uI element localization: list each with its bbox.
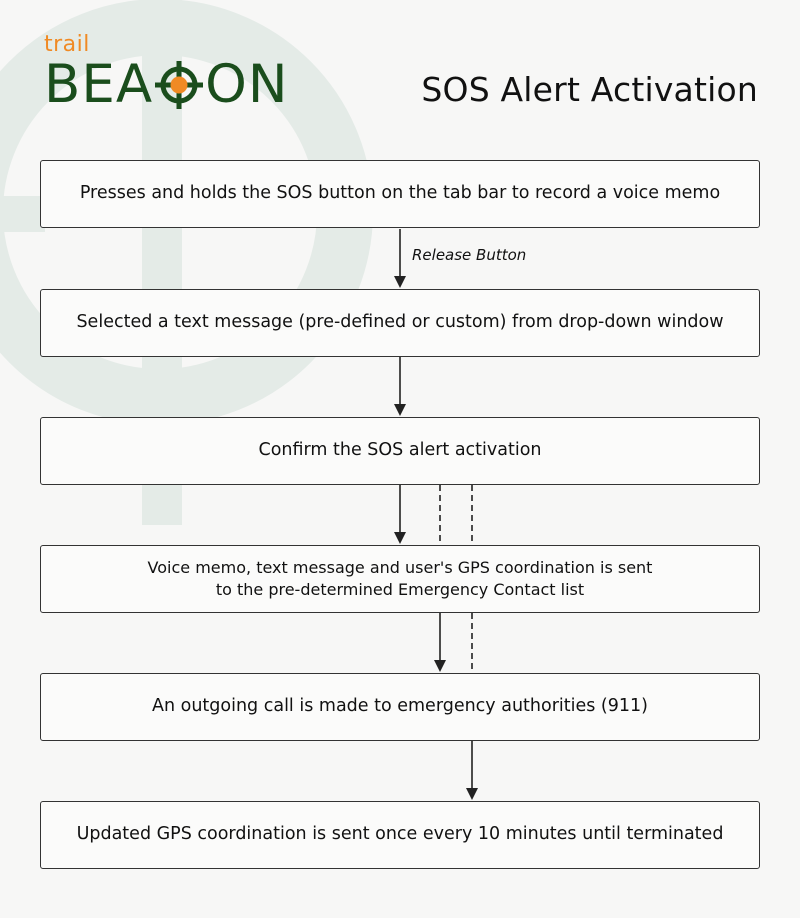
step-2-box: Selected a text message (pre-defined or custom) from drop-down window [40,289,760,357]
step-5-box: An outgoing call is made to emergency authorities (911) [40,673,760,741]
release-button-label: Release Button [412,246,527,264]
logo-beacon-suffix: ON [205,54,289,115]
logo-beacon-prefix: BEA [44,54,154,115]
step-4-box: Voice memo, text message and user's GPS coordination is sent to the pre-determined Emergency Contact list [40,545,760,613]
step-3-box: Confirm the SOS alert activation [40,417,760,485]
page-title: SOS Alert Activation [421,70,758,109]
logo-trail-text: trail [44,32,90,57]
step-1-box: Presses and holds the SOS button on the tab bar to record a voice memo [40,160,760,228]
step-6-box: Updated GPS coordination is sent once every 10 minutes until terminated [40,801,760,869]
